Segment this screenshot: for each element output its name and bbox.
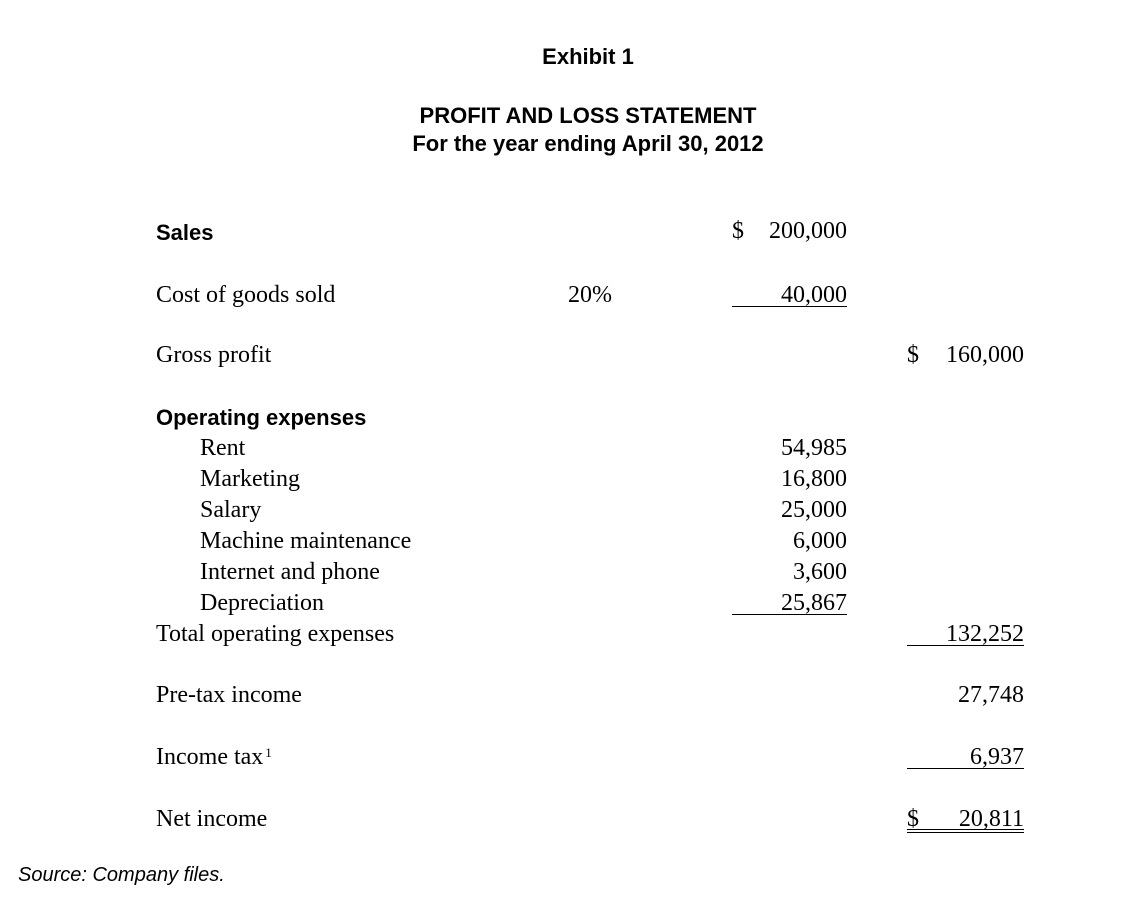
pretax-income-label: Pre-tax income bbox=[156, 682, 302, 708]
expense-amount-marketing: 16,800 bbox=[781, 466, 847, 492]
gross-profit-currency: $ bbox=[907, 342, 919, 368]
expense-amount-machine-maintenance: 6,000 bbox=[793, 528, 847, 554]
expense-amount-rent: 54,985 bbox=[781, 435, 847, 461]
total-operating-expenses-label: Total operating expenses bbox=[156, 621, 395, 647]
expenses-underline bbox=[732, 614, 847, 615]
gross-profit-amount: 160,000 bbox=[946, 342, 1024, 368]
cogs-label: Cost of goods sold bbox=[156, 282, 336, 308]
income-tax-label: Income tax bbox=[156, 744, 264, 770]
cogs-underline bbox=[732, 306, 847, 307]
exhibit-number: Exhibit 1 bbox=[542, 44, 634, 69]
income-tax-label-wrap bbox=[156, 743, 272, 771]
gross-profit-label: Gross profit bbox=[156, 342, 272, 368]
expense-label-rent: Rent bbox=[200, 435, 246, 461]
sales-label: Sales bbox=[156, 220, 214, 245]
expense-label-marketing: Marketing bbox=[200, 466, 300, 492]
expense-amount-internet-phone: 3,600 bbox=[793, 559, 847, 585]
total-operating-expenses-amount: 132,252 bbox=[946, 621, 1024, 647]
cogs-percent: 20% bbox=[568, 282, 612, 308]
net-income-label: Net income bbox=[156, 806, 268, 832]
statement-subtitle: For the year ending April 30, 2012 bbox=[412, 131, 764, 156]
net-income-currency: $ bbox=[907, 806, 919, 832]
sales-currency: $ bbox=[732, 218, 744, 244]
sales-amount: 200,000 bbox=[769, 218, 847, 244]
total-expenses-underline bbox=[907, 645, 1024, 646]
net-income-amount: 20,811 bbox=[958, 806, 1024, 832]
income-tax-amount: 6,937 bbox=[970, 744, 1024, 770]
expense-amount-depreciation: 25,867 bbox=[781, 590, 847, 616]
pretax-income-amount: 27,748 bbox=[958, 682, 1024, 708]
expense-amount-salary: 25,000 bbox=[781, 497, 847, 523]
operating-expenses-heading: Operating expenses bbox=[156, 405, 367, 430]
statement-title: PROFIT AND LOSS STATEMENT bbox=[419, 103, 757, 128]
income-tax-underline bbox=[907, 768, 1024, 769]
expense-label-depreciation: Depreciation bbox=[200, 590, 324, 616]
cogs-amount: 40,000 bbox=[781, 282, 847, 308]
expense-label-machine-maintenance: Machine maintenance bbox=[200, 528, 412, 554]
source-note: Source: Company files. bbox=[18, 864, 225, 886]
net-income-double-underline bbox=[907, 829, 1024, 833]
income-tax-footnote: 1 bbox=[265, 745, 272, 760]
expense-label-internet-phone: Internet and phone bbox=[200, 559, 380, 585]
expense-label-salary: Salary bbox=[200, 497, 262, 523]
